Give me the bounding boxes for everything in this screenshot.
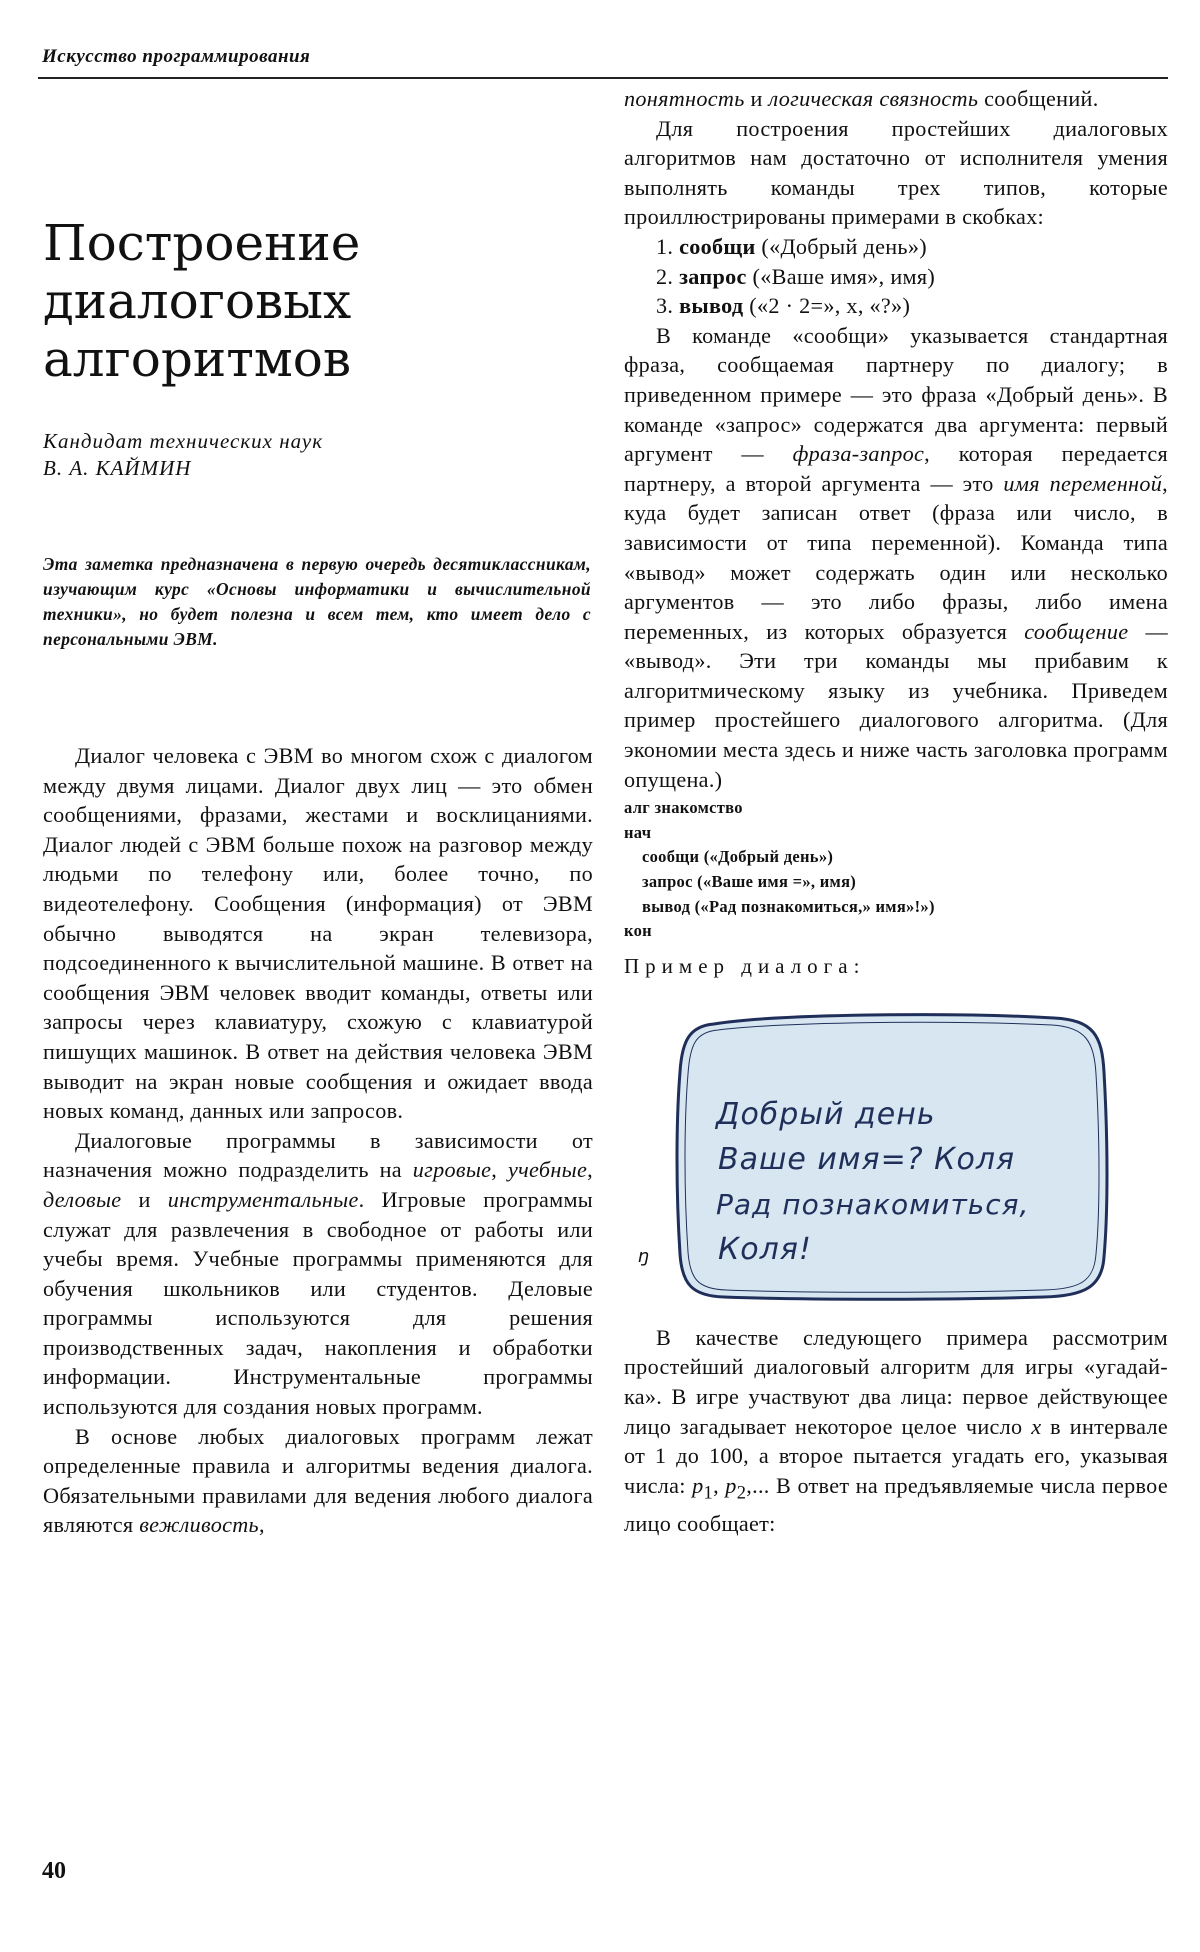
command-args: («Ваше имя», имя) bbox=[746, 263, 936, 289]
command-args: («Добрый день») bbox=[755, 233, 927, 259]
dialog-illustration bbox=[624, 992, 1168, 1317]
emphasis: логическая связность bbox=[768, 86, 979, 111]
code-line: запрос («Ваше имя =», имя) bbox=[642, 872, 857, 892]
variable: x bbox=[1031, 1413, 1042, 1439]
paragraph-text: , bbox=[258, 1512, 265, 1538]
command-item bbox=[656, 291, 1168, 321]
paragraph-text: В качестве следующего примера рассмотрим простейший диалоговый алгоритм для игры «угадай-ка». В игре участвуют два лица: первое действующее лицо загадывает некоторое целое число bbox=[624, 1324, 1168, 1439]
list-number: 1. bbox=[656, 233, 680, 259]
example-heading: Пример диалога: bbox=[624, 953, 866, 978]
paragraph bbox=[624, 84, 1168, 114]
screen-text-line: Ваше имя=? Коля bbox=[718, 1141, 1016, 1177]
paragraph-text: Для построения простейших диалоговых алгоритмов нам достаточно от исполнителя умения выполнять команды трех типов, которые проиллюстрированы примерами в скобках: bbox=[624, 115, 1168, 230]
article-title bbox=[43, 214, 563, 388]
command-item bbox=[656, 232, 1168, 262]
variable: p bbox=[692, 1472, 704, 1498]
list-number: 2. bbox=[656, 263, 680, 289]
command-args: («2 · 2=», x, «?») bbox=[743, 293, 911, 319]
emphasis: деловые bbox=[43, 1186, 122, 1212]
code-line: кон bbox=[624, 921, 652, 941]
paragraph bbox=[43, 1422, 593, 1540]
keyword: запрос bbox=[679, 263, 747, 289]
screen-text-line: Рад познакомиться, bbox=[716, 1187, 1030, 1221]
screen-text-line: Добрый день bbox=[716, 1096, 936, 1132]
emphasis: учебные bbox=[507, 1157, 588, 1183]
code-line: алг знакомство bbox=[624, 798, 743, 818]
command-list bbox=[624, 232, 1168, 321]
emphasis: вежливость bbox=[139, 1512, 259, 1538]
abstract: Эта заметка предназначена в первую очередь десятиклассникам, изучающим курс «Основы информатики и вычислительной техники», но будет полезна и всем тем, кто имеет дело с персональными ЭВМ. bbox=[43, 554, 591, 649]
running-head: Искусство программирования bbox=[42, 46, 311, 67]
subscript: 2 bbox=[736, 1483, 747, 1504]
paragraph bbox=[624, 114, 1168, 232]
paragraph-text: В основе любых диалоговых программ лежат определенные правила и алгоритмы ведения диалога. Обязательными правилами для ведения любого диалога являются bbox=[43, 1423, 593, 1538]
separator: , bbox=[587, 1157, 593, 1183]
keyword: вывод bbox=[679, 293, 744, 319]
list-number: 3. bbox=[656, 293, 680, 319]
paragraph-text: Диалоговые программы в зависимости от назначения можно подразделить на bbox=[43, 1127, 593, 1183]
emphasis: инструментальные bbox=[167, 1186, 359, 1212]
paragraph-text: — «вывод». Эти три команды мы прибавим к алгоритмическому языку из учебника. Приведем пример простейшего диалогового алгоритма. (Для экономии места здесь и ниже часть заголовка программ опущена.) bbox=[624, 618, 1168, 792]
paragraph-text: сообщений. bbox=[978, 86, 1099, 111]
variable: p bbox=[725, 1472, 737, 1498]
code-line: сообщи («Добрый день») bbox=[642, 847, 834, 867]
paragraph bbox=[624, 1323, 1168, 1539]
header-rule bbox=[38, 77, 1168, 79]
byline bbox=[43, 428, 323, 482]
emphasis: игровые bbox=[412, 1157, 492, 1183]
command-item bbox=[656, 262, 1168, 292]
paragraph bbox=[624, 321, 1168, 795]
paragraph-text: в интервале от 1 до 100, а второе пытается угадать его, указывая числа: bbox=[624, 1413, 1168, 1498]
subscript: 1 bbox=[703, 1483, 714, 1504]
separator: , bbox=[713, 1472, 726, 1498]
separator: , bbox=[491, 1157, 508, 1183]
emphasis: понятность bbox=[624, 86, 745, 111]
separator: и bbox=[121, 1186, 168, 1212]
paragraph bbox=[43, 1126, 593, 1422]
artist-mark: ŋ bbox=[638, 1245, 650, 1267]
right-column bbox=[624, 84, 1168, 1538]
paragraph bbox=[43, 741, 593, 1126]
paragraph-text: В команде «сообщи» указывается стандартная фраза, сообщаемая партнеру по диалогу; в приведенном примере — это фраза «Добрый день». В команде «запрос» содержатся два аргумента: первый аргумент — bbox=[624, 322, 1168, 467]
emphasis: фраза-запрос bbox=[792, 441, 925, 467]
paragraph-text: ,... В ответ на предъявляемые числа первое лицо сообщает: bbox=[624, 1472, 1168, 1536]
page-number: 40 bbox=[42, 1858, 66, 1884]
emphasis: сообщение bbox=[1024, 618, 1129, 644]
separator: и bbox=[744, 86, 769, 111]
paragraph-text: . Игровые программы служат для развлечения в свободное от работы или учебы время. Учебные программы применяются для обучения школьников или студентов. Деловые программы используются для решения производственных задач, накопления и обработки информации. Инструментальные программы используются для создания новых программ. bbox=[43, 1186, 593, 1420]
keyword: сообщи bbox=[679, 233, 756, 259]
screen-text-line: Коля! bbox=[718, 1231, 812, 1267]
title-line: диалоговых bbox=[43, 272, 352, 330]
emphasis: имя переменной bbox=[1003, 470, 1163, 496]
paragraph-text: Диалог человека с ЭВМ во многом схож с диалогом между двумя лицами. Диалог двух лиц — это обмен сообщениями, фразами, жестами и восклицаниями. Диалог людей с ЭВМ больше похож на разговор между людьми по телефону или, более точно, по видеотелефону. Сообщения (информация) от ЭВМ обычно выводятся на экран телевизора, подсоединенного к вычислительной машине. В ответ на сообщения ЭВМ человек вводит команды, ответы или запросы через клавиатуру, схожую с клавиатурой пишущих машинок. В ответ на действия человека ЭВМ выводит на экран новые сообщения и ожидает ввода новых команд, данных или запросов. bbox=[43, 743, 593, 1124]
code-listing bbox=[624, 796, 1168, 944]
paragraph-text: , куда будет записан ответ (фраза или число, в зависимости от типа переменной). Команда типа «вывод» может содержать один или несколько аргументов — это либо фразы, либо имена переменных, из которых образуется bbox=[624, 470, 1168, 644]
code-line: вывод («Рад познакомиться,» имя»!») bbox=[642, 896, 935, 916]
left-column bbox=[43, 741, 593, 1540]
author-name: В. А. КАЙМИН bbox=[43, 456, 192, 480]
title-line: Построение bbox=[43, 214, 361, 272]
code-line: нач bbox=[624, 822, 652, 842]
title-line: алгоритмов bbox=[43, 330, 352, 388]
paragraph-text: , которая передается партнеру, а второй аргумента — это bbox=[624, 441, 1168, 496]
author-degree: Кандидат технических наук bbox=[43, 429, 324, 453]
